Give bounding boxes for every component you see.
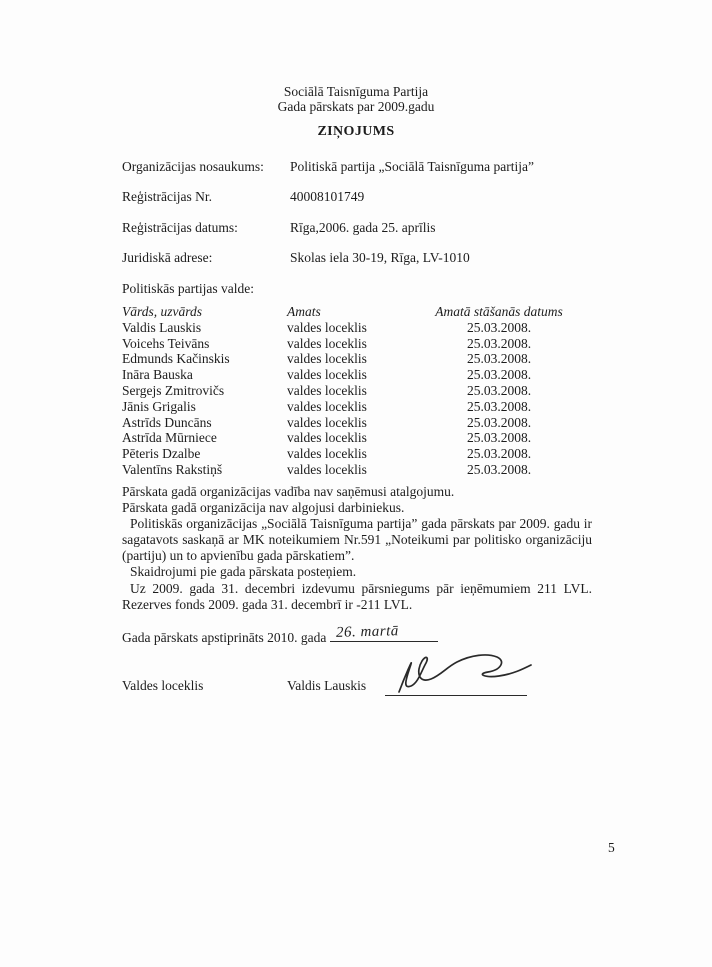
table-cell-date: 25.03.2008. xyxy=(466,367,532,383)
field-label-organization-name: Organizācijas nosaukums: xyxy=(122,159,264,174)
field-value-organization-name: Politiskā partija „Sociālā Taisnīguma partija” xyxy=(290,159,534,174)
field-row xyxy=(122,220,602,250)
table-cell-role: valdes loceklis xyxy=(287,382,367,398)
table-cell-name: Edmunds Kačinskis xyxy=(122,351,230,367)
table-cell-role: valdes loceklis xyxy=(287,319,367,335)
table-cell-name: Ināra Bauska xyxy=(122,367,193,383)
table-cell-name: Valdis Lauskis xyxy=(122,319,202,335)
header-line-2: Gada pārskats par 2009.gadu xyxy=(277,99,435,114)
header-line-1: Sociālā Taisnīguma Partija xyxy=(283,84,429,99)
table-cell-date: 25.03.2008. xyxy=(466,351,532,367)
body-paragraphs xyxy=(122,484,592,613)
paragraph-explanations: Skaidrojumi pie gada pārskata posteņiem. xyxy=(130,564,357,580)
field-value-registration-date: Rīga,2006. gada 25. aprīlis xyxy=(290,219,436,235)
table-cell-name: Pēteris Dzalbe xyxy=(122,446,201,462)
table-cell-name: Jānis Grigalis xyxy=(122,398,196,414)
table-cell-name: Astrīda Mūrniece xyxy=(122,430,217,446)
page-number: 5 xyxy=(608,840,615,855)
table-cell-role: valdes loceklis xyxy=(287,430,367,446)
table-cell-role: valdes loceklis xyxy=(287,367,367,383)
document-header xyxy=(122,84,590,114)
handwritten-approval-date: 26. martā xyxy=(336,623,400,641)
column-header-name: Vārds, uzvārds xyxy=(122,304,203,319)
table-cell-role: valdes loceklis xyxy=(287,351,367,367)
column-header-date: Amatā stāšanās datums xyxy=(435,304,563,319)
board-table xyxy=(122,304,590,478)
approval-date-line xyxy=(330,624,438,642)
paragraph-regulations: Politiskās organizācijas „Sociālā Taisnīguma partija” gada pārskats par 2009. gadu ir sagatavots saskaņā ar MK noteikumiem Nr.591 „Noteikumi par politisko organizāciju (partiju) un to apvienību gada pārskatiem”. xyxy=(122,516,592,564)
field-row xyxy=(122,159,602,189)
document-title: ZIŅOJUMS xyxy=(317,124,395,139)
table-cell-name: Valentīns Rakstiņš xyxy=(122,461,223,477)
table-cell-date: 25.03.2008. xyxy=(466,335,532,351)
table-cell-role: valdes loceklis xyxy=(287,335,367,351)
field-row xyxy=(122,250,602,280)
table-cell-role: valdes loceklis xyxy=(287,398,367,414)
table-cell-role: valdes loceklis xyxy=(287,414,367,430)
signer-name: Valdis Lauskis xyxy=(287,678,367,693)
table-cell-date: 25.03.2008. xyxy=(466,430,532,446)
field-label-registration-number: Reģistrācijas Nr. xyxy=(122,189,212,205)
field-list xyxy=(122,159,602,281)
column-header-role: Amats xyxy=(287,304,321,319)
table-cell-name: Astrīds Duncāns xyxy=(122,414,212,430)
table-cell-date: 25.03.2008. xyxy=(466,414,532,430)
table-cell-date: 25.03.2008. xyxy=(466,382,532,398)
table-cell-role: valdes loceklis xyxy=(287,446,367,462)
field-label-legal-address: Juridiskā adrese: xyxy=(122,250,213,266)
field-label-registration-date: Reģistrācijas datums: xyxy=(122,219,238,235)
signature xyxy=(377,646,537,698)
table-cell-date: 25.03.2008. xyxy=(466,398,532,414)
field-value-registration-number: 40008101749 xyxy=(290,189,365,205)
approval-line xyxy=(122,624,592,646)
paragraph-reserve-fund: Uz 2009. gada 31. decembri izdevumu pārsniegums pār ieņēmumiem 211 LVL. Rezerves fonds 2009. gada 31. decembrī ir -211 LVL. xyxy=(122,580,592,612)
table-cell-date: 25.03.2008. xyxy=(466,319,532,335)
paragraph-employees: Pārskata gadā organizācija nav algojusi darbiniekus. xyxy=(122,500,405,516)
table-cell-name: Voicehs Teivāns xyxy=(122,335,210,351)
field-value-legal-address: Skolas iela 30-19, Rīga, LV-1010 xyxy=(290,250,470,266)
table-cell-date: 25.03.2008. xyxy=(466,446,532,462)
field-row xyxy=(122,189,602,219)
signer-role: Valdes loceklis xyxy=(122,678,204,693)
approval-text: Gada pārskats apstiprināts 2010. gada xyxy=(122,630,327,645)
board-section xyxy=(122,281,590,478)
table-cell-date: 25.03.2008. xyxy=(466,461,532,477)
table-cell-role: valdes loceklis xyxy=(287,461,367,477)
board-heading: Politiskās partijas valde: xyxy=(122,281,254,296)
paragraph-remuneration: Pārskata gadā organizācijas vadība nav saņēmusi atalgojumu. xyxy=(122,484,455,499)
table-cell-name: Sergejs Zmitrovičs xyxy=(122,382,225,398)
